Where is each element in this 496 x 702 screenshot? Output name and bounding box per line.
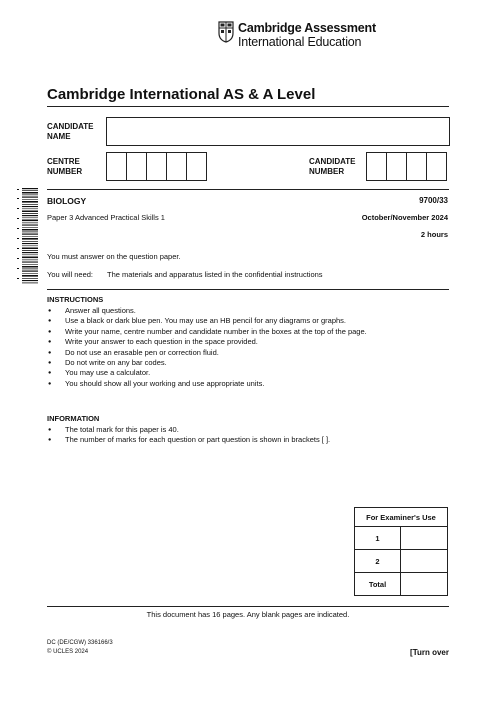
instruction-item: ● Do not use an erasable pen or correction fluid. bbox=[47, 348, 367, 358]
paper-code: 9700/33 bbox=[419, 196, 448, 205]
instruction-item: ● You may use a calculator. bbox=[47, 368, 367, 378]
barcode-image bbox=[16, 187, 38, 284]
total-mark-cell[interactable] bbox=[401, 573, 448, 596]
logo-line-2: International Education bbox=[238, 35, 362, 49]
you-will-need-text: The materials and apparatus listed in the confidential instructions bbox=[107, 270, 323, 279]
information-item: ● The number of marks for each question or part question is shown in brackets [ ]. bbox=[47, 435, 330, 445]
table-row bbox=[355, 573, 448, 596]
candidate-digit-box[interactable] bbox=[427, 152, 447, 181]
centre-digit-box[interactable] bbox=[167, 152, 187, 181]
table-row bbox=[355, 550, 448, 573]
centre-digit-box[interactable] bbox=[147, 152, 167, 181]
instructions-divider bbox=[47, 289, 449, 290]
candidate-digit-box[interactable] bbox=[366, 152, 387, 181]
instructions-heading: INSTRUCTIONS bbox=[47, 295, 104, 304]
candidate-divider bbox=[47, 189, 449, 190]
you-will-need-label: You will need: bbox=[47, 270, 94, 279]
turn-over-label: [Turn over bbox=[410, 648, 449, 657]
document-code: DC (DE/CGW) 336166/3 bbox=[47, 640, 113, 646]
table-row bbox=[355, 527, 448, 550]
information-item: ● The total mark for this paper is 40. bbox=[47, 425, 330, 435]
instruction-item: ● Answer all questions. bbox=[47, 306, 367, 316]
cambridge-logo bbox=[218, 21, 378, 51]
qualification-title: Cambridge International AS & A Level bbox=[47, 86, 316, 103]
title-divider bbox=[47, 106, 449, 107]
instruction-item: ● Use a black or dark blue pen. You may use an HB pencil for any diagrams or graphs. bbox=[47, 316, 367, 326]
paper-title: Paper 3 Advanced Practical Skills 1 bbox=[47, 213, 165, 222]
instruction-item: ● Do not write on any bar codes. bbox=[47, 358, 367, 368]
pages-note: This document has 16 pages. Any blank pages are indicated. bbox=[146, 610, 350, 619]
centre-digit-box[interactable] bbox=[127, 152, 147, 181]
candidate-digit-box[interactable] bbox=[387, 152, 407, 181]
candidate-digit-box[interactable] bbox=[407, 152, 427, 181]
subject-name: BIOLOGY bbox=[47, 196, 87, 206]
instruction-item: ● Write your name, centre number and candidate number in the boxes at the top of the page. bbox=[47, 327, 367, 337]
question-number-cell: 2 bbox=[355, 550, 401, 573]
mark-cell[interactable] bbox=[401, 527, 448, 550]
candidate-number-boxes[interactable] bbox=[366, 152, 447, 181]
examiner-use-table bbox=[354, 507, 448, 596]
copyright-notice: © UCLES 2024 bbox=[47, 649, 89, 655]
centre-digit-box[interactable] bbox=[106, 152, 127, 181]
centre-number-boxes[interactable] bbox=[106, 152, 207, 181]
exam-duration: 2 hours bbox=[420, 230, 448, 239]
instructions-list bbox=[47, 306, 367, 389]
candidate-name-field[interactable] bbox=[106, 117, 450, 146]
footer-divider bbox=[47, 606, 449, 607]
instruction-item: ● Write your answer to each question in the space provided. bbox=[47, 337, 367, 347]
question-number-cell: 1 bbox=[355, 527, 401, 550]
examiner-table-header: For Examiner's Use bbox=[355, 508, 448, 527]
centre-digit-box[interactable] bbox=[187, 152, 207, 181]
logo-line-1: Cambridge Assessment bbox=[238, 21, 376, 35]
information-heading: INFORMATION bbox=[47, 414, 100, 423]
candidate-number-label: CANDIDATE NUMBER bbox=[309, 157, 356, 176]
total-label-cell: Total bbox=[355, 573, 401, 596]
cambridge-shield-icon bbox=[218, 21, 234, 43]
mark-cell[interactable] bbox=[401, 550, 448, 573]
candidate-name-label: CANDIDATE NAME bbox=[47, 122, 94, 141]
information-list bbox=[47, 425, 330, 446]
centre-number-label: CENTRE NUMBER bbox=[47, 157, 83, 176]
answer-instruction: You must answer on the question paper. bbox=[47, 252, 181, 261]
instruction-item: ● You should show all your working and use appropriate units. bbox=[47, 379, 367, 389]
exam-session: October/November 2024 bbox=[361, 213, 448, 222]
